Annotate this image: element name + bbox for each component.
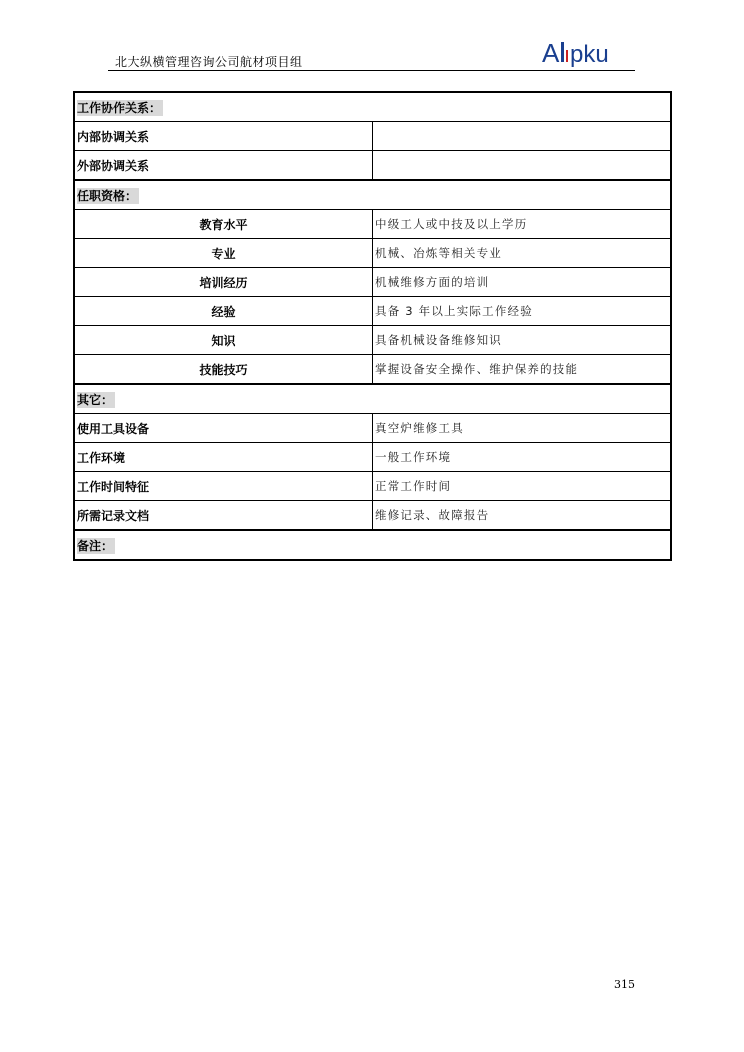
other-heading: 其它： — [77, 392, 114, 407]
qual-value: 掌握设备安全操作、维护保养的技能 — [373, 355, 672, 385]
table-row — [74, 501, 671, 531]
external-row — [74, 151, 671, 181]
internal-row — [74, 122, 671, 151]
collab-heading-row — [74, 92, 671, 122]
job-description-table — [73, 91, 672, 561]
table-row — [74, 210, 671, 239]
table-row — [74, 326, 671, 355]
header-rule — [108, 70, 635, 71]
qual-value: 具备 3 年以上实际工作经验 — [373, 297, 672, 326]
table-row — [74, 414, 671, 443]
qual-value: 机械、冶炼等相关专业 — [373, 239, 672, 268]
collab-heading: 工作协作关系： — [77, 100, 162, 115]
table-row — [74, 239, 671, 268]
table-row — [74, 472, 671, 501]
other-value: 维修记录、故障报告 — [373, 501, 672, 531]
other-label: 工作时间特征 — [74, 472, 373, 501]
other-heading-row — [74, 384, 671, 414]
table-row — [74, 443, 671, 472]
qual-label: 经验 — [74, 297, 373, 326]
internal-label: 内部协调关系 — [74, 122, 373, 151]
other-label: 使用工具设备 — [74, 414, 373, 443]
notes-heading: 备注： — [77, 538, 114, 553]
table-row — [74, 297, 671, 326]
other-value: 一般工作环境 — [373, 443, 672, 472]
qual-label: 专业 — [74, 239, 373, 268]
other-value: 真空炉维修工具 — [373, 414, 672, 443]
header-title: 北大纵横管理咨询公司航材项目组 — [115, 55, 303, 69]
other-value: 正常工作时间 — [373, 472, 672, 501]
qual-label: 知识 — [74, 326, 373, 355]
internal-value — [373, 122, 672, 151]
logo-graphic — [541, 38, 633, 68]
table-row — [74, 268, 671, 297]
qual-label: 教育水平 — [74, 210, 373, 239]
qual-label: 技能技巧 — [74, 355, 373, 385]
qual-heading-row — [74, 180, 671, 210]
qual-label: 培训经历 — [74, 268, 373, 297]
external-value — [373, 151, 672, 181]
qual-heading: 任职资格： — [77, 188, 138, 203]
qual-value: 具备机械设备维修知识 — [373, 326, 672, 355]
page-number: 315 — [614, 978, 635, 991]
svg-text:A: A — [542, 38, 560, 68]
notes-heading-row — [74, 530, 671, 560]
other-label: 所需记录文档 — [74, 501, 373, 531]
svg-text:pku: pku — [570, 41, 609, 68]
qual-value: 中级工人或中技及以上学历 — [373, 210, 672, 239]
external-label: 外部协调关系 — [74, 151, 373, 181]
table-row — [74, 355, 671, 385]
other-label: 工作环境 — [74, 443, 373, 472]
qual-value: 机械维修方面的培训 — [373, 268, 672, 297]
company-logo — [541, 38, 633, 68]
